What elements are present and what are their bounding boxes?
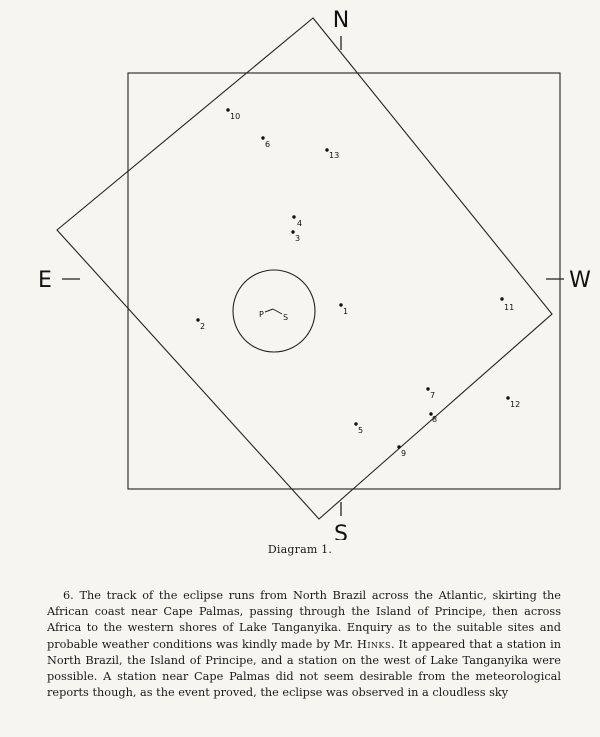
star-label: 13 bbox=[329, 151, 340, 160]
star-dot bbox=[500, 297, 503, 300]
section-paragraph bbox=[47, 588, 561, 701]
star-label: 11 bbox=[504, 303, 515, 312]
sun-star-connector-2 bbox=[273, 309, 282, 314]
rotated-plate-square bbox=[57, 18, 552, 519]
star-label: 2 bbox=[200, 322, 206, 331]
star-label: 10 bbox=[230, 112, 241, 121]
paragraph-text-after: . It appeared that a station in North Brazil, the Island of Principe, and a station on the west of Lake Tanganyika were possible. A station near Cape Palmas did not seem desirable from the meteorological reports though, as the event proved, the eclipse was observed in a cloudless sky bbox=[47, 637, 562, 700]
north-label: N bbox=[332, 8, 350, 33]
person-name: Hinks bbox=[356, 637, 391, 651]
star-label: 5 bbox=[358, 426, 364, 435]
west-label: W bbox=[569, 268, 591, 293]
paragraph-text-before: The track of the eclipse runs from North Brazil across the Atlantic, skirting the African coast near Cape Palmas, passing through the Island of Principe, then across Africa to the western shores of Lake Tanganyika. Enquiry as to the suitable sites and probable weather conditions was kindly made by Mr. bbox=[47, 589, 561, 651]
paragraph-number: 6. bbox=[63, 589, 74, 602]
star-dot bbox=[292, 215, 295, 218]
star-label: 7 bbox=[430, 391, 436, 400]
star-marker-s: S bbox=[283, 313, 289, 322]
sun-disc bbox=[233, 270, 315, 352]
star-label: 4 bbox=[297, 219, 303, 228]
figure-caption: Diagram 1. bbox=[267, 543, 333, 556]
plate-frame-square bbox=[128, 73, 560, 489]
star-label: 9 bbox=[401, 449, 407, 458]
star-label: 1 bbox=[343, 307, 349, 316]
star-label: 12 bbox=[510, 400, 521, 409]
star-label: 6 bbox=[265, 140, 271, 149]
sun-centre-marker: P bbox=[259, 310, 264, 319]
sun-star-connector bbox=[265, 309, 273, 312]
south-label: S bbox=[334, 522, 348, 540]
star-label: 3 bbox=[295, 234, 301, 243]
star-markers bbox=[196, 108, 520, 458]
east-label: E bbox=[38, 268, 52, 293]
star-label: 8 bbox=[432, 415, 438, 424]
